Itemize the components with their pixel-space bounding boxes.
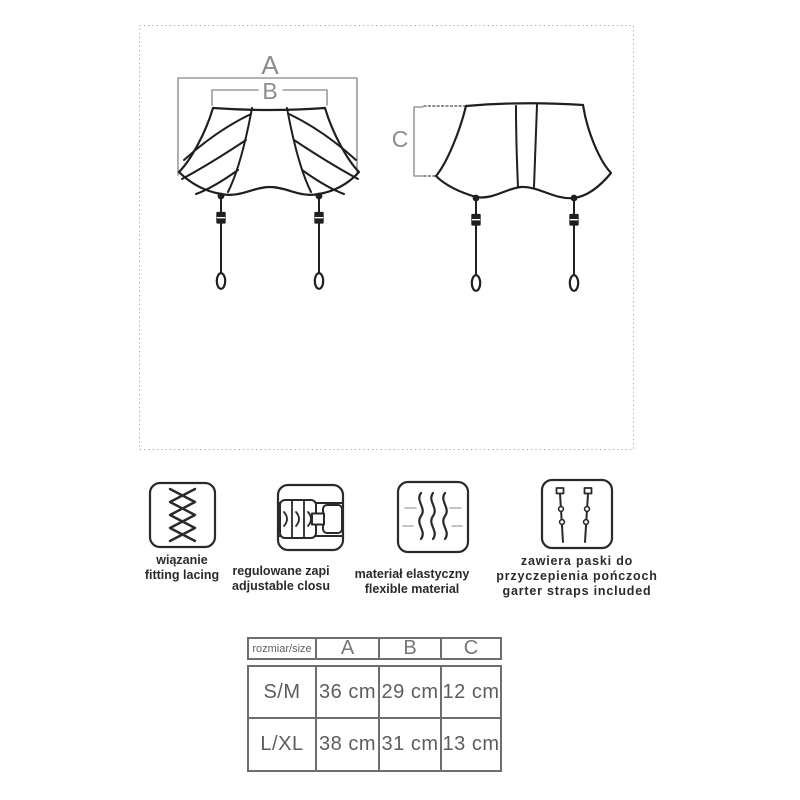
feature-line: wiązanie bbox=[156, 553, 208, 567]
size-table-header-row bbox=[247, 637, 502, 660]
feature-line: regulowane zapi bbox=[232, 564, 330, 578]
feature-line: garter straps included bbox=[502, 584, 652, 598]
size-table bbox=[247, 637, 502, 772]
value-cell: 13 cm bbox=[440, 719, 500, 770]
value-cell: 29 cm bbox=[378, 667, 440, 717]
feature-line: adjustable closu bbox=[232, 578, 330, 593]
adjustable-closure-icon bbox=[278, 485, 343, 550]
size-table-header-a: A bbox=[315, 639, 378, 658]
feature-line: materiał elastyczny bbox=[354, 567, 470, 581]
value-cell: 12 cm bbox=[440, 667, 500, 717]
feature-label-flexible-material bbox=[331, 567, 493, 596]
feature-line: zawiera paski do bbox=[520, 554, 634, 568]
front-view-drawing bbox=[178, 78, 359, 289]
lacing-icon bbox=[150, 483, 215, 547]
dotted-frame bbox=[140, 26, 634, 450]
size-table-header-b: B bbox=[378, 639, 440, 658]
value-cell: 38 cm bbox=[315, 719, 378, 770]
measurement-label-c: C bbox=[391, 126, 409, 152]
value-cell: 36 cm bbox=[315, 667, 378, 717]
table-row bbox=[249, 667, 500, 717]
feature-label-garter-straps bbox=[482, 554, 672, 599]
measurement-label-b: B bbox=[262, 78, 278, 104]
feature-line: flexible material bbox=[364, 581, 460, 596]
garter-strap bbox=[472, 196, 480, 291]
feature-line: przyczepienia pończoch bbox=[496, 569, 658, 583]
size-table-header-c: C bbox=[440, 639, 500, 658]
back-view-drawing bbox=[414, 103, 611, 291]
feature-line: fitting lacing bbox=[144, 567, 220, 582]
value-cell: 31 cm bbox=[378, 719, 440, 770]
garter-strap bbox=[315, 194, 323, 289]
garter-strap bbox=[217, 194, 225, 289]
size-cell: L/XL bbox=[260, 733, 304, 755]
size-table-body bbox=[247, 665, 502, 772]
measurement-label-a: A bbox=[261, 50, 279, 80]
flexible-material-icon bbox=[398, 482, 468, 552]
size-table-header-size: rozmiar/size bbox=[252, 642, 312, 655]
table-row bbox=[249, 717, 500, 770]
size-cell: S/M bbox=[263, 680, 301, 703]
garter-straps-icon bbox=[542, 480, 612, 548]
garter-strap bbox=[570, 196, 578, 291]
